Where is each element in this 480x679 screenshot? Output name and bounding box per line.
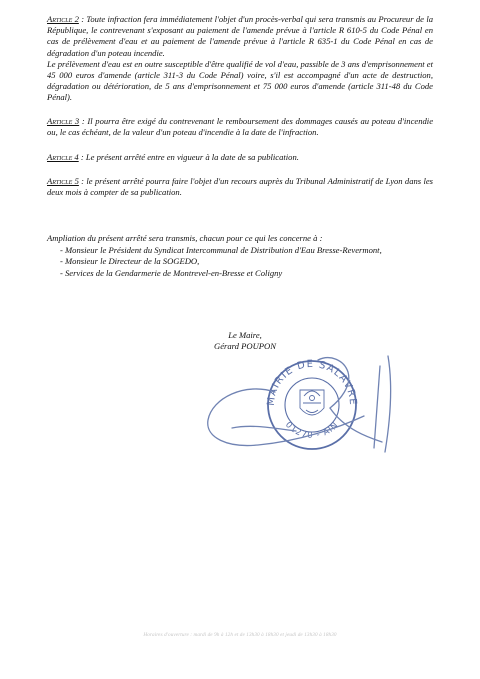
recipient-item: - Services de la Gendarmerie de Montrevel-en-Bresse et Coligny — [47, 268, 447, 279]
article-3-text: : Il pourra être exigé du contrevenant le remboursement des dommages causés au poteau d'incendie ou, le cas échéant, de la valeur d'un poteau d'incendie à la date de l'infraction. — [47, 116, 434, 138]
stamp-text-bottom: 01270 - AIN — [282, 420, 342, 441]
footer-opening-hours: Horaires d'ouverture : mardi de 9h à 12h et de 13h30 à 18h30 et jeudi de 13h30 à 18h30 — [143, 632, 337, 638]
article-2-label: Article 2 — [47, 14, 79, 24]
article-4-label: Article 4 — [47, 152, 79, 162]
stamp-text-top: MAIRIE DE SALAVRE — [265, 358, 359, 407]
recipient-item: - Monsieur le Directeur de la SOGEDO, — [47, 256, 447, 267]
signature-title: Le Maire, — [228, 330, 262, 340]
recipient-item: - Monsieur le Président du Syndicat Intercommunal de Distribution d'Eau Bresse-Revermont, — [47, 245, 447, 256]
article-2-text: : Toute infraction fera immédiatement l'objet d'un procès-verbal qui sera transmis au Procureur de la République, le contrevenant s'exposant au paiement de l'amende prévue à l'article R 610-5 du Code Pénal en cas de prélèvement d'eau et au paiement de l'amende prévue à l'article R 635-1 du Code Pénal en cas de dégradation d'un poteau incendie. — [47, 14, 433, 58]
article-5-text: : le présent arrêté pourra faire l'objet d'un recours auprès du Tribunal Administratif de Lyon dans les deux mois à compter de sa publication. — [47, 176, 433, 198]
coat-of-arms-icon — [300, 390, 324, 415]
ampliation-intro: Ampliation du présent arrêté sera transmis, chacun pour ce qui les concerne à : — [47, 233, 323, 243]
article-3-label: Article 3 — [47, 116, 80, 126]
signature-name: Gérard POUPON — [214, 341, 276, 352]
article-2-paragraph-2: Le prélèvement d'eau est en outre susceptible d'être qualifié de vol d'eau, passible de 3 ans d'emprisonnement et 45 000 euros d'amende (article 311-3 du Code Pénal) voire, s'il est accompagné d'un acte de destruction, dégradation ou détérioration, de 5 ans d'emprisonnement et 75 000 euros d'amende (article 311-48 du Code Pénal). — [47, 58, 433, 103]
article-5-label: Article 5 — [47, 176, 79, 186]
article-4-text: : Le présent arrêté entre en vigueur à la date de sa publication. — [78, 152, 299, 162]
